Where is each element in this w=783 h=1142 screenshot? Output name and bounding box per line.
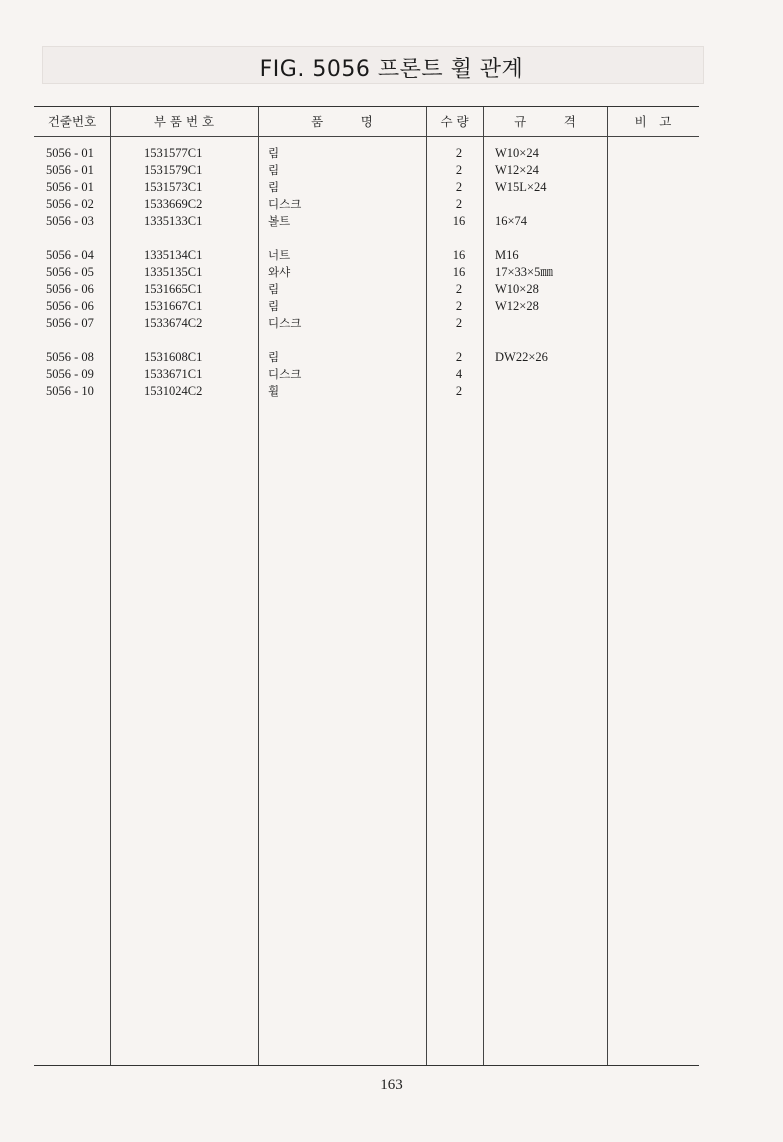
part-name: 림 (268, 163, 280, 177)
spec: W12×28 (495, 299, 539, 313)
quantity: 4 (455, 367, 463, 381)
part-number: 1531024C2 (144, 384, 203, 398)
table-row (34, 213, 699, 230)
quantity: 2 (455, 197, 463, 211)
table-row (34, 145, 699, 162)
part-number: 1335135C1 (144, 265, 203, 279)
header-note: 비 고 (634, 114, 672, 129)
part-name: 디스크 (268, 197, 302, 211)
part-number: 1531667C1 (144, 299, 203, 313)
table-row (34, 383, 699, 400)
page-number: 163 (380, 1077, 403, 1093)
spec: 16×74 (495, 214, 528, 228)
item-no: 5056 - 06 (46, 299, 94, 313)
part-number: 1335133C1 (144, 214, 203, 228)
item-no: 5056 - 05 (46, 265, 94, 279)
quantity: 2 (455, 350, 463, 364)
quantity: 16 (452, 248, 466, 262)
table-row (34, 349, 699, 366)
figure-title: FIG. 5056 프론트 휠 관계 (259, 57, 524, 82)
quantity: 2 (455, 282, 463, 296)
quantity: 2 (455, 163, 463, 177)
quantity: 2 (455, 384, 463, 398)
table-row (34, 162, 699, 179)
item-no: 5056 - 01 (46, 146, 94, 160)
quantity: 2 (455, 146, 463, 160)
part-number: 1533671C1 (144, 367, 203, 381)
quantity: 16 (452, 214, 466, 228)
part-name: 림 (268, 299, 280, 313)
part-name: 볼트 (268, 214, 291, 228)
part-name: 림 (268, 350, 280, 364)
table-row (34, 179, 699, 196)
table-row (34, 281, 699, 298)
part-number: 1335134C1 (144, 248, 203, 262)
table-row (34, 196, 699, 213)
quantity: 2 (455, 180, 463, 194)
part-name: 림 (268, 146, 280, 160)
spec: W10×24 (495, 146, 539, 160)
item-no: 5056 - 07 (46, 316, 94, 330)
spec: DW22×26 (495, 350, 548, 364)
header-quantity: 수 량 (440, 114, 469, 129)
part-number: 1531608C1 (144, 350, 203, 364)
part-number: 1531665C1 (144, 282, 203, 296)
header-item-no: 건줄번호 (47, 114, 97, 129)
part-number: 1533669C2 (144, 197, 203, 211)
table-row (34, 247, 699, 264)
table-row (34, 298, 699, 315)
header-divider (34, 136, 699, 137)
item-no: 5056 - 10 (46, 384, 94, 398)
part-number: 1533674C2 (144, 316, 203, 330)
part-name: 와샤 (268, 265, 291, 279)
part-name: 디스크 (268, 367, 302, 381)
quantity: 2 (455, 316, 463, 330)
part-number: 1531579C1 (144, 163, 203, 177)
header-part-name: 품 명 (311, 114, 373, 129)
part-number: 1531577C1 (144, 146, 203, 160)
parts-table (34, 106, 699, 1066)
header-spec: 규 격 (514, 114, 576, 129)
item-no: 5056 - 02 (46, 197, 94, 211)
spec: M16 (495, 248, 519, 262)
item-no: 5056 - 04 (46, 248, 94, 262)
table-row (34, 366, 699, 383)
part-name: 림 (268, 282, 280, 296)
part-name: 디스크 (268, 316, 302, 330)
table-row (34, 315, 699, 332)
item-no: 5056 - 01 (46, 163, 94, 177)
spec: W12×24 (495, 163, 539, 177)
quantity: 16 (452, 265, 466, 279)
quantity: 2 (455, 299, 463, 313)
item-no: 5056 - 01 (46, 180, 94, 194)
part-name: 너트 (268, 248, 291, 262)
table-row (34, 264, 699, 281)
spec: 17×33×5㎜ (495, 265, 553, 279)
part-number: 1531573C1 (144, 180, 203, 194)
spec: W15L×24 (495, 180, 547, 194)
item-no: 5056 - 03 (46, 214, 94, 228)
item-no: 5056 - 09 (46, 367, 94, 381)
part-name: 휠 (268, 384, 280, 398)
item-no: 5056 - 06 (46, 282, 94, 296)
spec: W10×28 (495, 282, 539, 296)
item-no: 5056 - 08 (46, 350, 94, 364)
header-part-number: 부 품 번 호 (153, 114, 215, 129)
part-name: 림 (268, 180, 280, 194)
